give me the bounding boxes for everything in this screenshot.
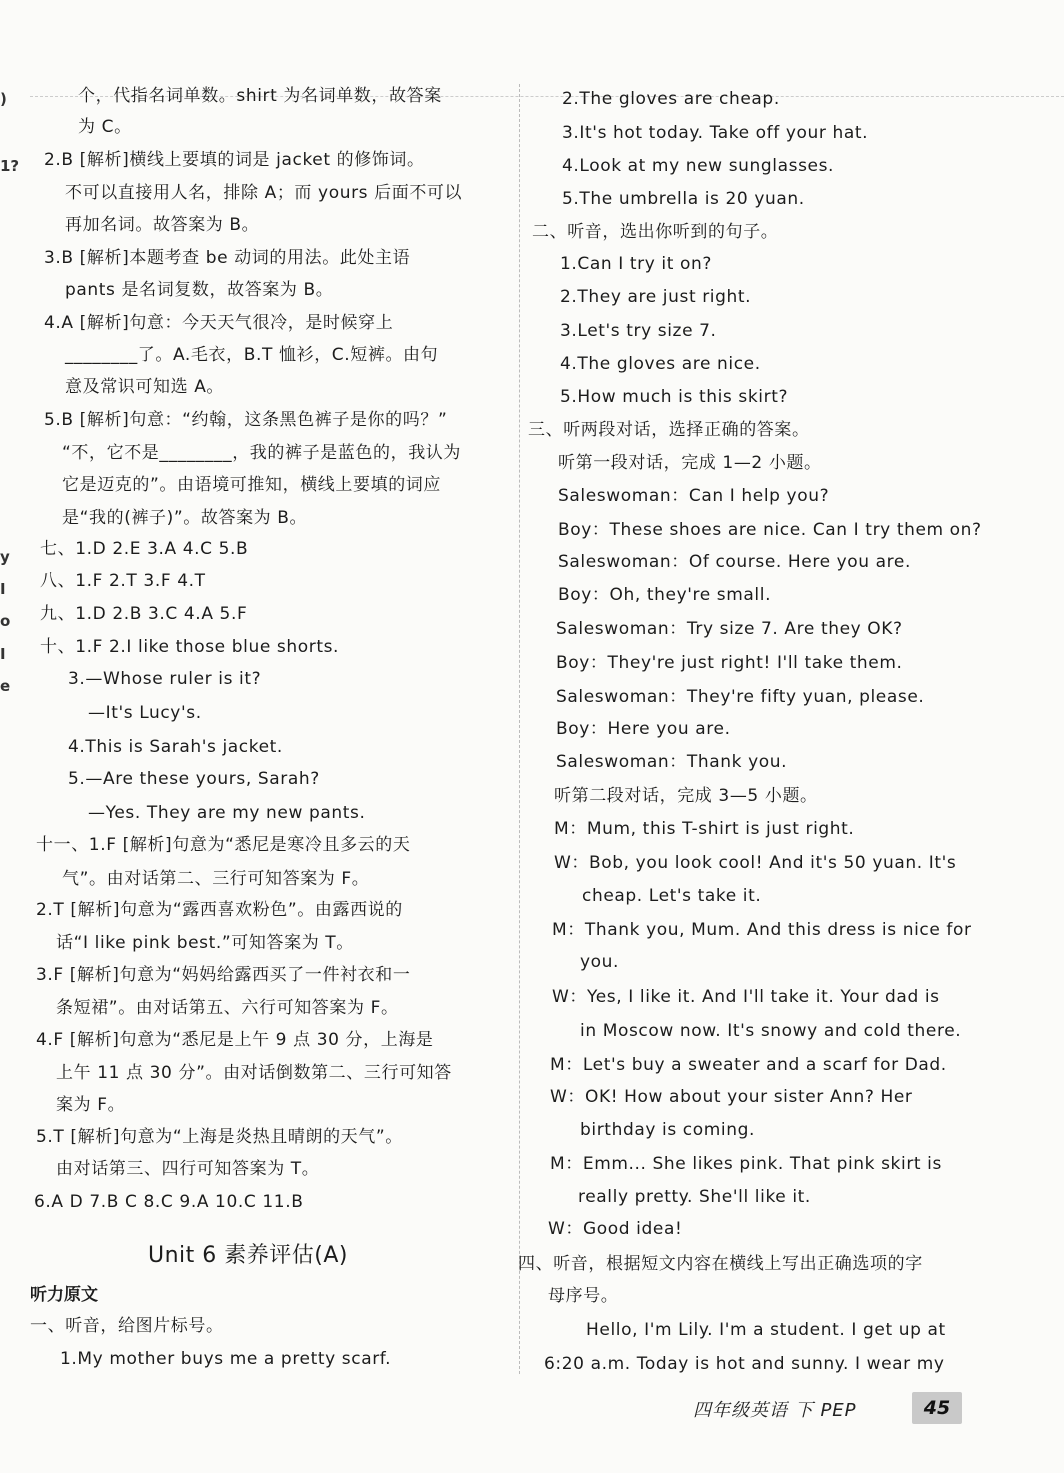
text-line: 4.Look at my new sunglasses.	[562, 156, 835, 176]
text-line: 5.—Are these yours, Sarah?	[68, 769, 320, 789]
margin-mark: e	[0, 677, 11, 695]
text-line: W：Yes, I like it. And I'll take it. Your dad is	[552, 987, 940, 1007]
text-line: 1.Can I try it on?	[560, 254, 713, 274]
text-line: 4.This is Sarah's jacket.	[68, 737, 283, 757]
margin-mark: I	[0, 645, 6, 663]
text-line: you.	[580, 952, 620, 972]
text-line: 七、1.D 2.E 3.A 4.C 5.B	[40, 539, 249, 559]
text-line: Boy：Oh, they're small.	[558, 585, 772, 605]
text-line: 个，代指名词单数。shirt 为名词单数，故答案	[78, 86, 442, 106]
text-line: 5.The umbrella is 20 yuan.	[562, 189, 805, 209]
text-line: 3.—Whose ruler is it?	[68, 669, 262, 689]
text-line: —It's Lucy's.	[88, 703, 202, 723]
text-line: 四、听音，根据短文内容在横线上写出正确选项的字	[518, 1254, 923, 1274]
text-line: Saleswoman：Can I help you?	[558, 486, 830, 506]
text-line: 一、听音，给图片标号。	[30, 1316, 224, 1336]
text-line: Saleswoman：Thank you.	[556, 752, 788, 772]
text-line: 母序号。	[548, 1286, 619, 1306]
text-line: 听第二段对话，完成 3—5 小题。	[554, 786, 818, 806]
text-line: 十一、1.F [解析]句意为“悉尼是寒冷且多云的天	[36, 835, 411, 855]
text-line: Saleswoman：They're fifty yuan, please.	[556, 687, 925, 707]
unit-title: Unit 6 素养评估(A)	[148, 1243, 348, 1268]
text-line: 4.A [解析]句意：今天天气很冷，是时候穿上	[44, 313, 394, 333]
text-line: pants 是名词复数，故答案为 B。	[65, 280, 334, 300]
margin-mark: I	[0, 580, 6, 598]
text-line: really pretty. She'll like it.	[578, 1187, 811, 1207]
text-line: 4.The gloves are nice.	[560, 354, 761, 374]
text-line: 3.It's hot today. Take off your hat.	[562, 123, 869, 143]
text-line: 3.Let's try size 7.	[560, 321, 717, 341]
text-line: 九、1.D 2.B 3.C 4.A 5.F	[40, 604, 248, 624]
text-line: 气”。由对话第二、三行可知答案为 F。	[62, 869, 370, 889]
text-line: 话“I like pink best.”可知答案为 T。	[56, 933, 354, 953]
text-line: 2.The gloves are cheap.	[562, 89, 780, 109]
text-line: 再加名词。故答案为 B。	[65, 215, 260, 235]
text-line: 2.B [解析]横线上要填的词是 jacket 的修饰词。	[44, 150, 425, 170]
text-line: 听第一段对话，完成 1—2 小题。	[558, 453, 822, 473]
text-line: 3.F [解析]句意为“妈妈给露西买了一件衬衣和一	[36, 965, 411, 985]
text-line: W：Bob, you look cool! And it's 50 yuan. It's	[554, 853, 957, 873]
text-line: Boy：They're just right! I'll take them.	[556, 653, 903, 673]
page-number: 45	[912, 1392, 962, 1424]
text-line: 上午 11 点 30 分”。由对话倒数第二、三行可知答	[56, 1063, 452, 1083]
text-line: 6.A D 7.B C 8.C 9.A 10.C 11.B	[34, 1192, 304, 1212]
text-line: Boy：These shoes are nice. Can I try them on?	[558, 520, 982, 540]
text-line: 2.T [解析]句意为“露西喜欢粉色”。由露西说的	[36, 900, 403, 920]
text-line: 十、1.F 2.I like those blue shorts.	[40, 637, 340, 657]
text-line: 二、听音，选出你听到的句子。	[532, 222, 779, 242]
margin-mark: )	[0, 90, 7, 108]
text-line: M：Mum, this T-shirt is just right.	[554, 819, 855, 839]
text-line: 由对话第三、四行可知答案为 T。	[56, 1159, 320, 1179]
text-line: 6:20 a.m. Today is hot and sunny. I wear my	[544, 1354, 945, 1374]
text-line: birthday is coming.	[580, 1120, 755, 1140]
text-line: 5.How much is this skirt?	[560, 387, 789, 407]
text-line: W：Good idea!	[548, 1219, 683, 1239]
text-line: M：Thank you, Mum. And this dress is nice for	[552, 920, 972, 940]
text-line: 案为 F。	[56, 1095, 126, 1115]
text-line: M：Let's buy a sweater and a scarf for Dad.	[550, 1055, 947, 1075]
text-line: ________了。A.毛衣，B.T 恤衫，C.短裤。由句	[65, 345, 439, 365]
column-separator	[519, 84, 520, 1374]
text-line: Hello, I'm Lily. I'm a student. I get up at	[586, 1320, 946, 1340]
text-line: M：Emm... She likes pink. That pink skirt is	[550, 1154, 942, 1174]
margin-mark: o	[0, 612, 11, 630]
text-line: 八、1.F 2.T 3.F 4.T	[40, 571, 206, 591]
text-line: —Yes. They are my new pants.	[88, 803, 366, 823]
text-line: Saleswoman：Of course. Here you are.	[558, 552, 911, 572]
text-line: 5.B [解析]句意：“约翰，这条黑色裤子是你的吗？”	[44, 410, 448, 430]
text-line: 不可以直接用人名，排除 A；而 yours 后面不可以	[65, 183, 463, 203]
text-line: Saleswoman：Try size 7. Are they OK?	[556, 619, 903, 639]
text-line: 它是迈克的”。由语境可推知，横线上要填的词应	[62, 475, 442, 495]
text-line: cheap. Let's take it.	[582, 886, 762, 906]
listening-title: 听力原文	[30, 1285, 98, 1305]
text-line: “不，它不是________，我的裤子是蓝色的，我认为	[62, 443, 462, 463]
text-line: 2.They are just right.	[560, 287, 752, 307]
footer-book-label: 四年级英语 下 PEP	[693, 1400, 857, 1421]
text-line: 3.B [解析]本题考查 be 动词的用法。此处主语	[44, 248, 411, 268]
text-line: 5.T [解析]句意为“上海是炎热且晴朗的天气”。	[36, 1127, 403, 1147]
text-line: 是“我的(裤子)”。故答案为 B。	[62, 508, 308, 528]
text-line: 为 C。	[78, 117, 132, 137]
margin-mark: y	[0, 548, 10, 566]
text-line: 条短裙”。由对话第五、六行可知答案为 F。	[56, 998, 399, 1018]
margin-mark: 1?	[0, 157, 20, 175]
text-line: 三、听两段对话，选择正确的答案。	[528, 420, 810, 440]
text-line: W：OK! How about your sister Ann? Her	[550, 1087, 913, 1107]
text-line: 1.My mother buys me a pretty scarf.	[60, 1349, 392, 1369]
text-line: in Moscow now. It's snowy and cold there.	[580, 1021, 962, 1041]
text-line: Boy：Here you are.	[556, 719, 731, 739]
text-line: 4.F [解析]句意为“悉尼是上午 9 点 30 分，上海是	[36, 1030, 434, 1050]
text-line: 意及常识可知选 A。	[65, 377, 225, 397]
